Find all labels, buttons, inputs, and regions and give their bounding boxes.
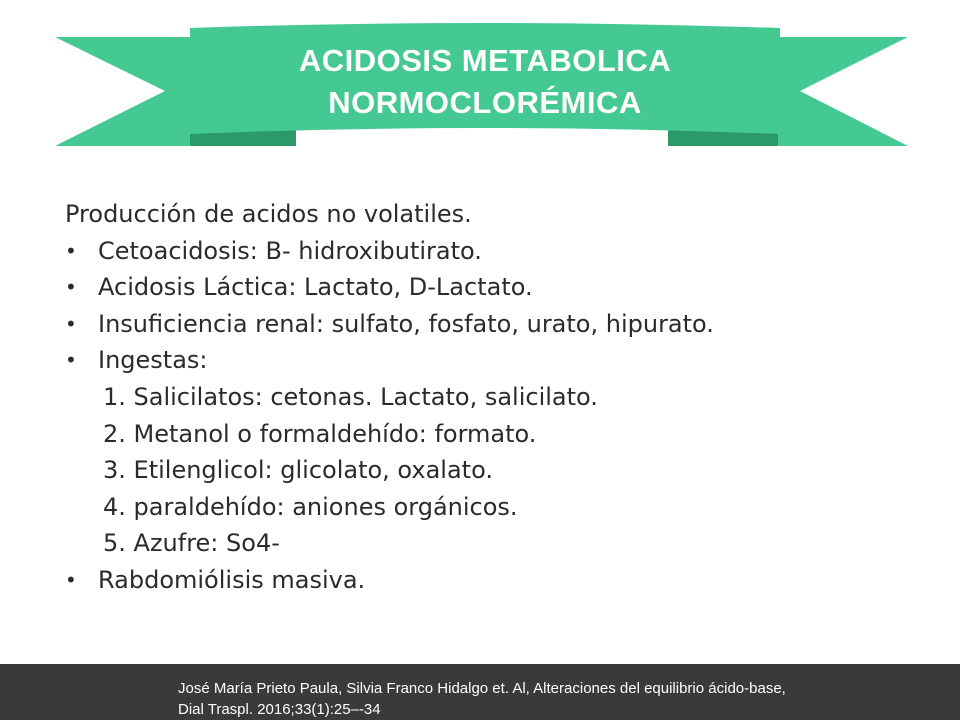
title-line-2: NORMOCLORÉMICA [328,85,642,120]
bullet-cetoacidosis: • Cetoacidosis: B- hidroxibutirato. [65,233,945,270]
ingesta-item-azufre: 5. Azufre: So4- [103,529,280,558]
citation-line-1: José María Prieto Paula, Silvia Franco Hidalgo et. Al, Alteraciones del equilibrio ácido-base, [178,680,786,697]
bullet-rabdomiolisis: • Rabdomiólisis masiva. [65,562,945,599]
intro-text: Producción de acidos no volatiles. [65,200,472,228]
bullet-insuficiencia-renal: • Insuficiencia renal: sulfato, fosfato, urato, hipurato. [65,306,945,343]
ingesta-item-etilenglicol: 3. Etilenglicol: glicolato, oxalato. [103,456,493,485]
slide-content [65,196,945,599]
citation [178,678,786,720]
title-line-1: ACIDOSIS METABOLICA [298,43,672,78]
slide-title [190,40,780,124]
bullet-ingestas: • Ingestas: [65,342,945,379]
citation-line-2: Dial Traspl. 2016;33(1):25–-34 [178,701,381,718]
footer-bar [0,664,960,720]
ingesta-item-paraldehido: 4. paraldehído: aniones orgánicos. [103,492,518,521]
ingesta-item-salicilatos: 1. Salicilatos: cetonas. Lactato, salicilato. [103,382,598,411]
bullet-acidosis-lactica: • Acidosis Láctica: Lactato, D-Lactato. [65,269,945,306]
ingesta-item-metanol: 2. Metanol o formaldehído: formato. [103,419,537,448]
